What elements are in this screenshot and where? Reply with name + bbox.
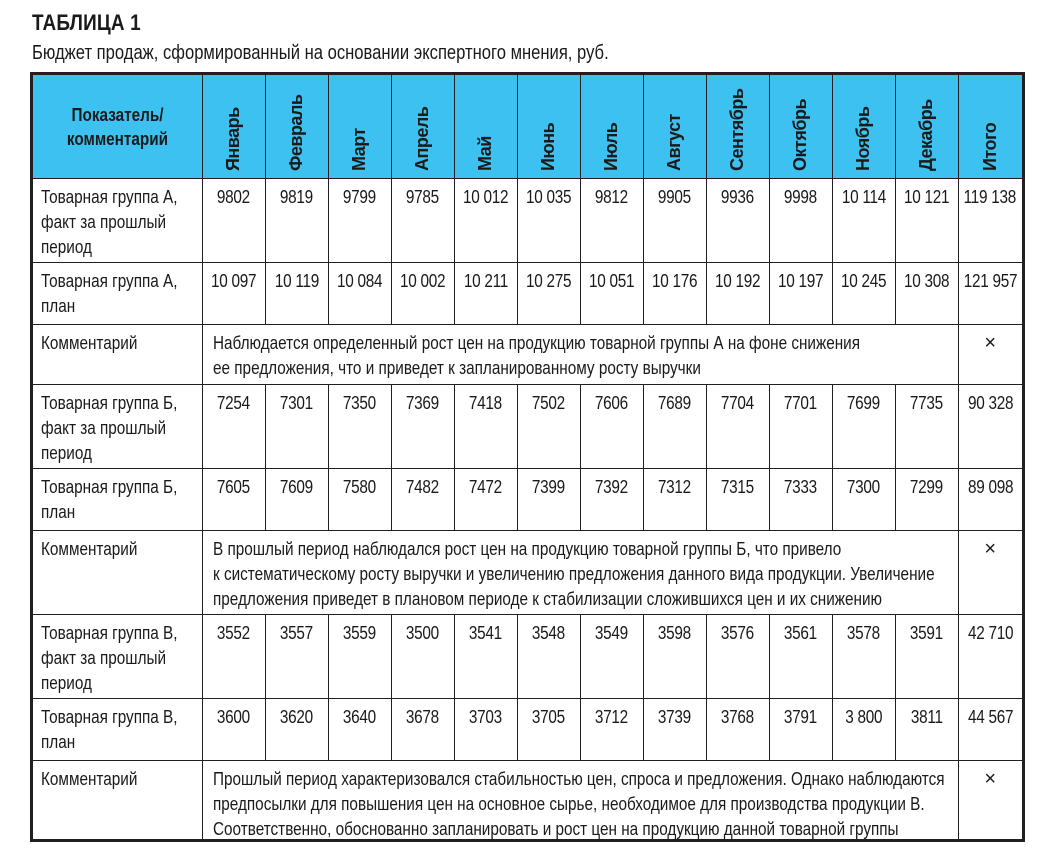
cell-value: 3739 xyxy=(657,707,692,727)
row-label: Товарная группа В, план xyxy=(41,707,178,752)
not-applicable-mark: × xyxy=(984,538,997,560)
header-month-label: Ноябрь xyxy=(853,106,873,171)
row-label-cell xyxy=(33,615,202,699)
cell-value: 10 002 xyxy=(399,271,446,291)
value-cell xyxy=(580,699,643,761)
total-cell xyxy=(958,179,1022,263)
budget-table-frame xyxy=(30,72,1025,842)
cell-value: 7299 xyxy=(909,477,944,497)
comment-cell xyxy=(202,761,958,843)
row-label-cell xyxy=(33,263,202,325)
comment-text: В прошлый период наблюдался рост цен на продукцию товарной группы Б, что привело к систематическому росту выручки и увеличению предложения данного вида продукции. Увеличение предложения приведет в плановом периоде к стабилизации сложившихся цен и их снижению xyxy=(212,539,935,609)
cell-value: 10 192 xyxy=(714,271,761,291)
cell-value: 7301 xyxy=(279,393,314,413)
row-label: Комментарий xyxy=(41,333,138,353)
value-cell xyxy=(391,179,454,263)
header-month xyxy=(454,75,517,179)
comment-row xyxy=(33,531,1022,615)
cell-value: 7735 xyxy=(909,393,944,413)
cell-value: 3500 xyxy=(405,623,440,643)
header-month xyxy=(391,75,454,179)
cell-value: 3705 xyxy=(531,707,566,727)
value-cell xyxy=(643,179,706,263)
total-cell xyxy=(958,761,1022,843)
value-cell xyxy=(769,179,832,263)
value-cell xyxy=(391,263,454,325)
cell-value: 10 245 xyxy=(840,271,887,291)
header-month-label: Октябрь xyxy=(790,98,810,171)
value-cell xyxy=(391,469,454,531)
cell-value: 10 084 xyxy=(336,271,383,291)
header-month xyxy=(769,75,832,179)
value-cell xyxy=(265,469,328,531)
cell-value: 3620 xyxy=(279,707,314,727)
row-label: Товарная группа В, факт за прошлый период xyxy=(41,623,178,693)
value-cell xyxy=(895,179,958,263)
value-cell xyxy=(517,469,580,531)
comment-text: Наблюдается определенный рост цен на продукцию товарной группы А на фоне снижения ее предложения, что и приведет к запланированному росту выручки xyxy=(212,333,860,378)
value-cell xyxy=(643,699,706,761)
value-cell xyxy=(706,263,769,325)
value-cell xyxy=(580,385,643,469)
cell-value: 3557 xyxy=(279,623,314,643)
row-label: Товарная группа А, план xyxy=(41,271,178,316)
value-cell xyxy=(769,615,832,699)
cell-value: 7399 xyxy=(531,477,566,497)
header-month-label: Март xyxy=(349,128,369,171)
header-month xyxy=(706,75,769,179)
value-cell xyxy=(895,615,958,699)
cell-value: 7482 xyxy=(405,477,440,497)
cell-value: 10 097 xyxy=(210,271,257,291)
value-cell xyxy=(517,179,580,263)
cell-value: 7392 xyxy=(594,477,629,497)
cell-value: 7369 xyxy=(405,393,440,413)
value-cell xyxy=(328,615,391,699)
value-cell xyxy=(643,615,706,699)
cell-value: 7704 xyxy=(720,393,755,413)
table-row xyxy=(33,615,1022,699)
not-applicable-mark: × xyxy=(984,768,997,790)
table-row xyxy=(33,263,1022,325)
cell-value: 7580 xyxy=(342,477,377,497)
value-cell xyxy=(265,385,328,469)
value-cell xyxy=(706,469,769,531)
budget-table xyxy=(33,75,1022,842)
cell-value: 10 051 xyxy=(588,271,635,291)
comment-row xyxy=(33,761,1022,843)
cell-value: 7701 xyxy=(783,393,818,413)
header-month-label: Январь xyxy=(223,107,243,171)
header-month-label: Декабрь xyxy=(916,99,936,171)
value-cell xyxy=(454,469,517,531)
value-cell xyxy=(454,385,517,469)
header-month-label: Июнь xyxy=(538,122,558,171)
header-month-label: Май xyxy=(475,136,495,171)
cell-value: 3678 xyxy=(405,707,440,727)
cell-value: 10 114 xyxy=(841,187,886,207)
cell-value: 10 211 xyxy=(463,271,508,291)
cell-value: 7350 xyxy=(342,393,377,413)
value-cell xyxy=(832,615,895,699)
header-month xyxy=(832,75,895,179)
row-label-cell xyxy=(33,761,202,843)
cell-value: 3576 xyxy=(720,623,755,643)
header-month xyxy=(328,75,391,179)
cell-value: 7254 xyxy=(216,393,251,413)
value-cell xyxy=(832,179,895,263)
value-cell xyxy=(895,699,958,761)
row-label-cell xyxy=(33,699,202,761)
value-cell xyxy=(895,263,958,325)
row-label-cell xyxy=(33,531,202,615)
cell-value: 9799 xyxy=(342,187,377,207)
value-cell xyxy=(454,179,517,263)
cell-value: 7315 xyxy=(720,477,755,497)
row-label-cell xyxy=(33,325,202,385)
header-month xyxy=(643,75,706,179)
cell-value: 3559 xyxy=(342,623,377,643)
value-cell xyxy=(580,179,643,263)
cell-value: 3600 xyxy=(216,707,251,727)
value-cell xyxy=(328,469,391,531)
value-cell xyxy=(265,615,328,699)
value-cell xyxy=(895,469,958,531)
row-label: Комментарий xyxy=(41,539,138,559)
cell-value: 9785 xyxy=(405,187,440,207)
value-cell xyxy=(832,263,895,325)
cell-value: 3549 xyxy=(594,623,629,643)
header-month xyxy=(895,75,958,179)
table-row xyxy=(33,699,1022,761)
cell-value: 3552 xyxy=(216,623,251,643)
cell-value: 3541 xyxy=(468,623,503,643)
value-cell xyxy=(706,179,769,263)
value-cell xyxy=(517,385,580,469)
value-cell xyxy=(517,699,580,761)
value-cell xyxy=(202,263,265,325)
value-cell xyxy=(769,699,832,761)
cell-value: 7300 xyxy=(846,477,881,497)
header-indicator-comment xyxy=(33,75,202,179)
cell-value: 10 121 xyxy=(903,187,950,207)
cell-value: 89 098 xyxy=(967,477,1013,497)
header-month xyxy=(265,75,328,179)
value-cell xyxy=(706,615,769,699)
cell-value: 9998 xyxy=(783,187,818,207)
cell-value: 9819 xyxy=(279,187,314,207)
cell-value: 3791 xyxy=(783,707,818,727)
value-cell xyxy=(265,263,328,325)
header-month xyxy=(517,75,580,179)
cell-value: 121 957 xyxy=(963,271,1018,291)
cell-value: 10 035 xyxy=(525,187,572,207)
total-cell xyxy=(958,263,1022,325)
value-cell xyxy=(517,615,580,699)
comment-row xyxy=(33,325,1022,385)
value-cell xyxy=(202,699,265,761)
value-cell xyxy=(391,699,454,761)
not-applicable-mark: × xyxy=(984,332,997,354)
cell-value: 10 275 xyxy=(525,271,572,291)
total-cell xyxy=(958,615,1022,699)
cell-value: 9802 xyxy=(216,187,251,207)
cell-value: 7605 xyxy=(216,477,251,497)
total-cell xyxy=(958,325,1022,385)
cell-value: 3598 xyxy=(657,623,692,643)
value-cell xyxy=(895,385,958,469)
header-month-label: Апрель xyxy=(412,106,432,171)
cell-value: 9905 xyxy=(657,187,692,207)
cell-value: 10 197 xyxy=(777,271,824,291)
header-month xyxy=(958,75,1022,179)
row-label-cell xyxy=(33,385,202,469)
cell-value: 3578 xyxy=(846,623,881,643)
cell-value: 3591 xyxy=(909,623,944,643)
value-cell xyxy=(454,699,517,761)
cell-value: 7418 xyxy=(468,393,503,413)
cell-value: 3712 xyxy=(594,707,629,727)
table-header-row xyxy=(33,75,1022,179)
header-month-label: Июль xyxy=(601,122,621,171)
total-cell xyxy=(958,699,1022,761)
value-cell xyxy=(706,385,769,469)
cell-value: 7606 xyxy=(594,393,629,413)
cell-value: 42 710 xyxy=(967,623,1013,643)
value-cell xyxy=(202,385,265,469)
total-cell xyxy=(958,469,1022,531)
comment-cell xyxy=(202,325,958,385)
cell-value: 44 567 xyxy=(967,707,1013,727)
cell-value: 3811 xyxy=(910,707,943,727)
value-cell xyxy=(769,469,832,531)
comment-text: Прошлый период характеризовался стабильностью цен, спроса и предложения. Однако наблюдаются предпосылки для повышения цен на основное сырье, необходимое для производства продукции В. Соответственно, обоснованно запланировать и рост цен на продукцию данной товарной группы xyxy=(212,769,945,839)
cell-value: 7502 xyxy=(531,393,566,413)
total-cell xyxy=(958,531,1022,615)
value-cell xyxy=(580,615,643,699)
value-cell xyxy=(769,385,832,469)
value-cell xyxy=(328,385,391,469)
cell-value: 3548 xyxy=(531,623,566,643)
cell-value: 119 138 xyxy=(964,187,1017,207)
value-cell xyxy=(328,699,391,761)
table-body xyxy=(33,179,1022,843)
cell-value: 9936 xyxy=(720,187,755,207)
cell-value: 10 176 xyxy=(651,271,698,291)
cell-value: 3561 xyxy=(783,623,818,643)
row-label: Товарная группа А, факт за прошлый период xyxy=(41,187,178,257)
value-cell xyxy=(454,263,517,325)
value-cell xyxy=(643,263,706,325)
value-cell xyxy=(328,179,391,263)
value-cell xyxy=(202,469,265,531)
value-cell xyxy=(265,179,328,263)
cell-value: 3703 xyxy=(468,707,503,727)
table-row xyxy=(33,469,1022,531)
row-label: Комментарий xyxy=(41,769,138,789)
header-month-label: Сентябрь xyxy=(727,88,747,171)
value-cell xyxy=(769,263,832,325)
cell-value: 9812 xyxy=(594,187,629,207)
cell-value: 7609 xyxy=(279,477,314,497)
total-cell xyxy=(958,385,1022,469)
row-label: Товарная группа Б, план xyxy=(41,477,178,522)
value-cell xyxy=(643,469,706,531)
table-title: ТАБЛИЦА 1 xyxy=(32,10,141,35)
header-month-label: Август xyxy=(664,114,684,171)
value-cell xyxy=(391,615,454,699)
cell-value: 90 328 xyxy=(967,393,1013,413)
header-month-label: Итого xyxy=(979,122,1000,171)
value-cell xyxy=(202,179,265,263)
header-month xyxy=(202,75,265,179)
cell-value: 10 012 xyxy=(462,187,509,207)
table-subtitle: Бюджет продаж, сформированный на основании экспертного мнения, руб. xyxy=(32,42,609,64)
value-cell xyxy=(517,263,580,325)
value-cell xyxy=(328,263,391,325)
table-row xyxy=(33,385,1022,469)
table-row xyxy=(33,179,1022,263)
cell-value: 7699 xyxy=(846,393,881,413)
value-cell xyxy=(832,699,895,761)
value-cell xyxy=(580,263,643,325)
value-cell xyxy=(832,385,895,469)
cell-value: 7472 xyxy=(468,477,503,497)
row-label-cell xyxy=(33,469,202,531)
cell-value: 10 119 xyxy=(274,271,319,291)
cell-value: 3 800 xyxy=(844,707,882,727)
value-cell xyxy=(454,615,517,699)
header-month-label: Февраль xyxy=(286,94,306,171)
cell-value: 3768 xyxy=(720,707,755,727)
cell-value: 10 308 xyxy=(903,271,950,291)
value-cell xyxy=(706,699,769,761)
cell-value: 7689 xyxy=(657,393,692,413)
value-cell xyxy=(391,385,454,469)
row-label-cell xyxy=(33,179,202,263)
value-cell xyxy=(202,615,265,699)
cell-value: 3640 xyxy=(342,707,377,727)
cell-value: 7333 xyxy=(783,477,818,497)
header-indicator-label: Показатель/ комментарий xyxy=(66,104,168,149)
value-cell xyxy=(832,469,895,531)
comment-cell xyxy=(202,531,958,615)
value-cell xyxy=(265,699,328,761)
value-cell xyxy=(580,469,643,531)
row-label: Товарная группа Б, факт за прошлый период xyxy=(41,393,178,463)
cell-value: 7312 xyxy=(657,477,692,497)
header-month xyxy=(580,75,643,179)
value-cell xyxy=(643,385,706,469)
